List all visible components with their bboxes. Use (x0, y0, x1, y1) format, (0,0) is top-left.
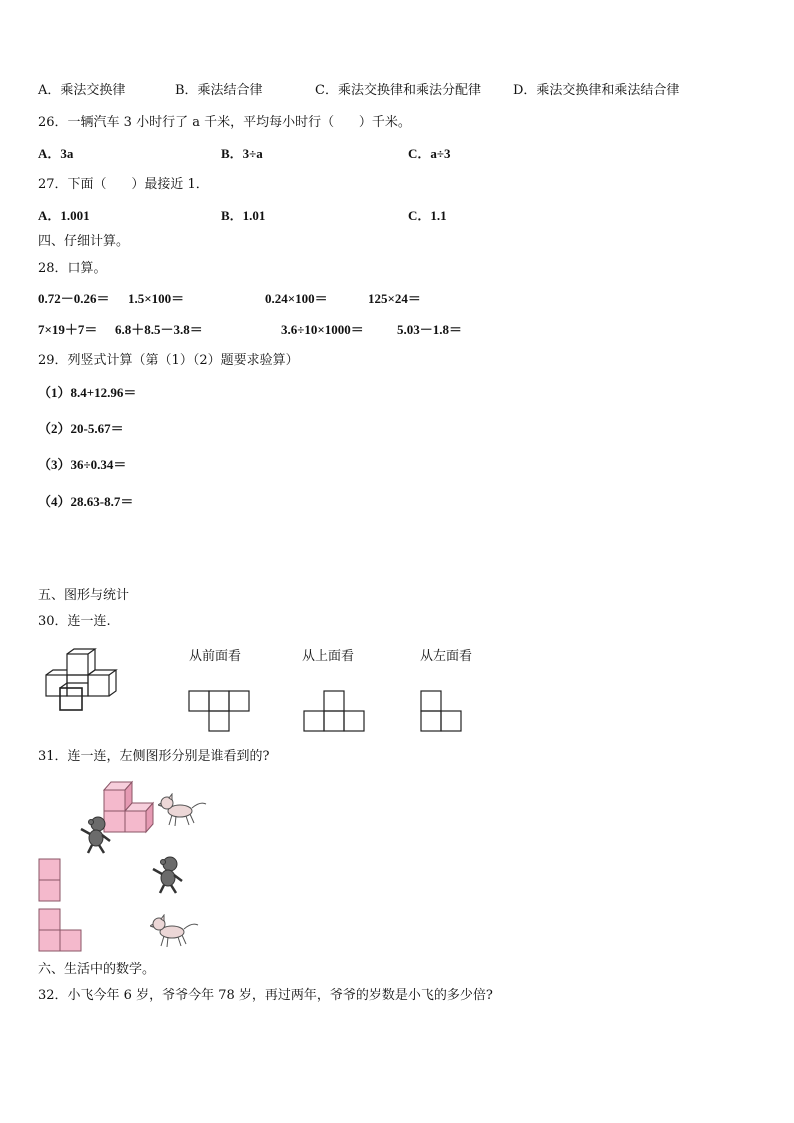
q29-item-2: （2）20-5.67＝ (38, 421, 124, 436)
q26-stem: 26．一辆汽车 3 小时行了 a 千米，平均每小时行（ ）千米。 (38, 115, 411, 130)
q28-r1-c3: 0.24×100＝ (265, 291, 328, 306)
monkey-icon (150, 855, 186, 895)
q30-view-top-label: 从上面看 (302, 649, 355, 664)
monkey-icon (78, 815, 114, 855)
q29-item-4: （4）28.63-8.7＝ (38, 494, 134, 509)
q28-stem: 28．口算。 (38, 261, 107, 276)
q28-r2-c2: 6.8＋8.5－3.8＝ (115, 322, 203, 337)
q25-option-d: D．乘法交换律和乘法结合律 (513, 83, 680, 98)
q28-r1-c4: 125×24＝ (368, 291, 421, 306)
section4-title: 四、仔细计算。 (38, 234, 130, 249)
q31-view-shape-2 (38, 908, 84, 954)
q25-option-c: C．乘法交换律和乘法分配律 (315, 83, 481, 98)
section5-title: 五、图形与统计 (38, 588, 130, 603)
q27-option-b: B．1.01 (221, 208, 266, 223)
q28-r1-c1: 0.72－0.26＝ (38, 291, 110, 306)
q29-item-3: （3）36÷0.34＝ (38, 457, 127, 472)
q30-view-front-label: 从前面看 (189, 649, 242, 664)
q31-view-shape-1 (38, 858, 64, 904)
q28-r2-c4: 5.03－1.8＝ (397, 322, 463, 337)
q26-option-a: A．3a (38, 146, 74, 161)
q32-stem: 32．小飞今年 6 岁，爷爷今年 78 岁，再过两年，爷爷的岁数是小飞的多少倍? (38, 988, 493, 1003)
q26-option-b: B．3÷a (221, 146, 263, 161)
q30-top-view-shape (303, 690, 367, 734)
q27-stem: 27．下面（ ）最接近 1． (38, 177, 209, 192)
section6-title: 六、生活中的数学。 (38, 962, 156, 977)
q25-option-b: B．乘法结合律 (175, 83, 263, 98)
q29-item-1: （1）8.4+12.96＝ (38, 385, 137, 400)
q30-stem: 30．连一连. (38, 614, 111, 629)
q30-left-view-shape (420, 690, 464, 734)
q28-r1-c2: 1.5×100＝ (128, 291, 185, 306)
q27-option-c: C．1.1 (408, 208, 447, 223)
q30-cube-stack-figure (40, 648, 130, 716)
dog-icon (150, 914, 202, 950)
q26-option-c: C．a÷3 (408, 146, 451, 161)
q25-option-a: A．乘法交换律 (38, 83, 126, 98)
q27-option-a: A．1.001 (38, 208, 90, 223)
q30-front-view-shape (188, 690, 252, 734)
q31-stem: 31．连一连，左侧图形分别是谁看到的? (38, 749, 270, 764)
q28-r2-c1: 7×19＋7＝ (38, 322, 98, 337)
q30-view-left-label: 从左面看 (420, 649, 473, 664)
q29-stem: 29．列竖式计算（第（1）（2）题要求验算） (38, 353, 299, 368)
q28-r2-c3: 3.6÷10×1000＝ (281, 322, 364, 337)
dog-icon (158, 793, 210, 829)
